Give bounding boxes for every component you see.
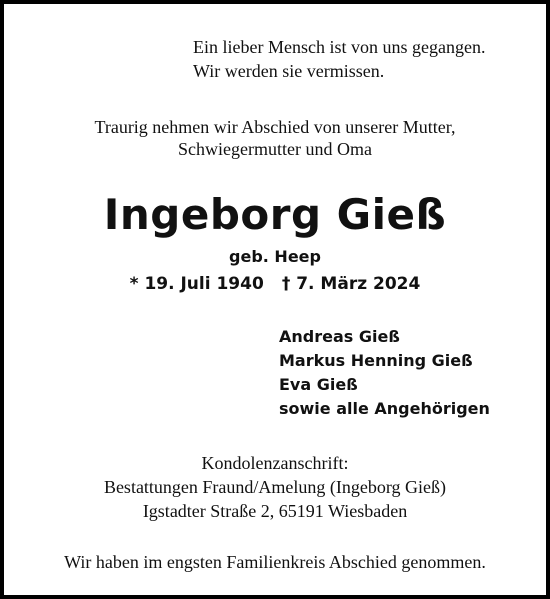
- condolence-line-2: Igstadter Straße 2, 65191 Wiesbaden: [142, 501, 408, 521]
- condolence-heading: Kondolenzanschrift:: [201, 453, 349, 473]
- intro-line-1: Traurig nehmen wir Abschied von unserer Mutter,: [94, 117, 456, 137]
- intro-line-2: Schwiegermutter und Oma: [178, 139, 372, 159]
- verse-line-2: Wir werden sie vermissen.: [193, 61, 385, 81]
- condolence-line-1: Bestattungen Fraund/Amelung (Ingeborg Gieß): [103, 477, 447, 497]
- mourner-2: Markus Henning Gieß: [279, 351, 473, 370]
- birth-date: * 19. Juli 1940: [129, 274, 264, 294]
- mourner-3: Eva Gieß: [279, 375, 358, 394]
- closing-line: Wir haben im engsten Familienkreis Abschied genommen.: [64, 552, 486, 572]
- verse-line-1: Ein lieber Mensch ist von uns gegangen.: [193, 37, 486, 57]
- mourner-1: Andreas Gieß: [279, 327, 400, 346]
- deceased-name: Ingeborg Gieß: [103, 190, 447, 239]
- death-date: † 7. März 2024: [281, 274, 421, 294]
- life-dates: [4, 276, 546, 293]
- mourner-4: sowie alle Angehörigen: [279, 399, 490, 418]
- maiden-name: geb. Heep: [229, 247, 321, 266]
